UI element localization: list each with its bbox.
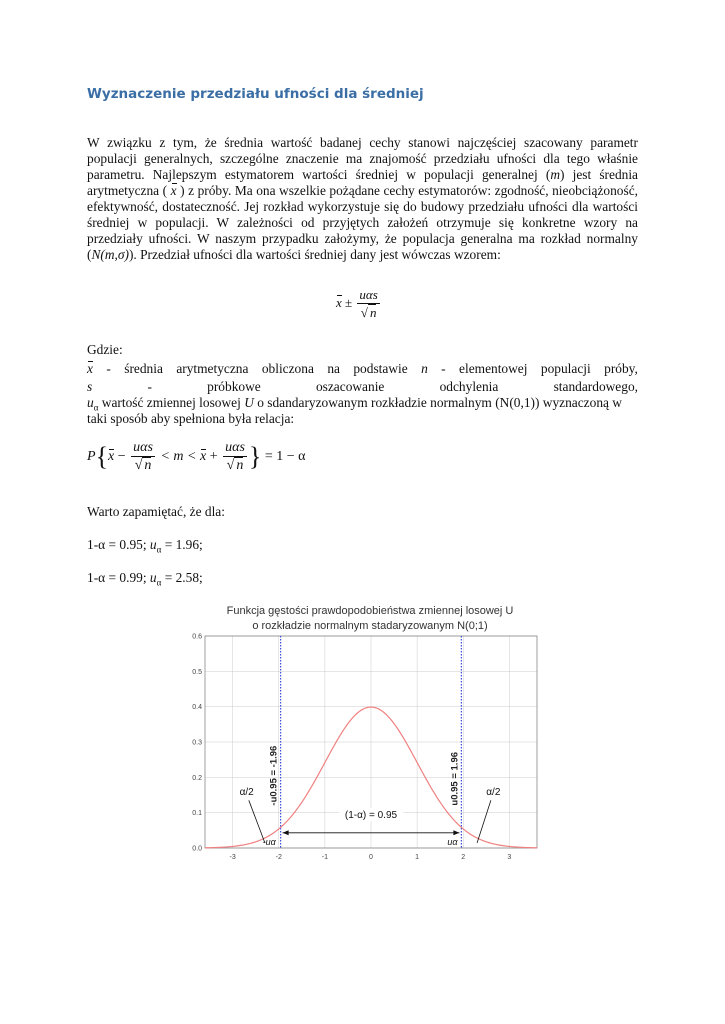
y-tick-label-4: 0.4 [192,704,202,712]
def-x-w7: - [441,361,446,376]
formula2-num2: uαs [225,440,245,455]
x-tick-label-0: -3 [229,854,236,861]
x-tick-label-6: 3 [507,854,512,861]
def-x-w2: arytmetyczna [176,361,249,376]
def-x-w5: podstawie [353,361,408,376]
gdzie-label: Gdzie: [87,342,123,357]
def-s-w2: próbkowe [207,379,261,394]
left-u-alpha-label: -uα [262,837,276,848]
formula2-fraction2 [223,440,247,474]
y-tick-label-6: 0.6 [192,633,202,641]
probability-relation-formula [87,440,306,474]
formula2-den1: √ n [134,458,152,473]
formula2-minus: − [117,449,126,465]
y-tick-label-2: 0.2 [192,774,202,782]
case2-sub: α [156,577,162,588]
symbol-m: m [550,167,560,182]
formula2-close-brace: } [248,442,262,471]
case1-u: u [149,537,157,552]
symbol-xbar: x [170,183,177,198]
formula1-sqrt-n: n [369,305,377,320]
def-x-w9: populacji [540,361,591,376]
case2-u: u [149,570,157,585]
def-u-sub: α [93,402,99,413]
chart-svg [180,600,545,870]
def-x-w1: średnia [124,361,163,376]
formula2-sqrt1: n [144,458,152,473]
definition-xbar [87,361,638,377]
right-vline-label: u0.95 = 1.96 [449,751,461,806]
def-x-w0: - [106,361,111,376]
x-tick-label-1: -2 [275,854,282,861]
def-x-w6: n [421,361,428,376]
x-tick-label-5: 2 [461,854,466,861]
def-u-var: U [244,395,254,410]
right-u-alpha-label: uα [447,837,458,848]
interval-arrow-left-head [283,830,289,835]
interval-arrow-right-head [453,830,459,835]
left-tail-label: α/2 [239,787,254,798]
formula2-sqrt2: n [236,458,244,473]
def-s-w4: odchylenia [439,379,499,394]
formula2-fraction1 [131,440,155,474]
x-tick-label-3: 0 [369,854,373,861]
def-x-w10: próby, [604,361,638,376]
def-u-text2: o sdandaryzowanym rozkładzie normalnym (N(0,1)) wyznaczoną w [253,395,622,410]
formula2-open-brace: { [95,442,109,471]
case-095 [87,537,203,555]
symbol-n-args: (m,σ) [100,247,129,262]
def-x-w4: na [327,361,340,376]
case1-rhs: = 1.96; [161,537,203,552]
y-tick-label-1: 0.1 [192,810,202,818]
x-tick-label-2: -1 [321,854,329,861]
y-tick-label-3: 0.3 [192,739,202,747]
formula2-xbar2: x [199,449,207,465]
intro-paragraph [87,135,638,263]
case2-lhs: 1-α = 0.99; [87,570,150,585]
right-tail-pointer [477,800,491,843]
formula1-numerator: uαs [359,287,378,302]
chart-ticks [192,634,511,862]
right-tail-label: α/2 [486,787,501,798]
def-u-text1: wartość zmiennej losowej [98,395,245,410]
def-s-w3: oszacowanie [315,379,385,394]
def-s-w5: standardowego, [553,379,638,394]
formula1-fraction [357,287,379,321]
x-tick-label-4: 1 [415,854,420,861]
intro-part1: W związku z tym, że średnia wartość badanej cechy stanowi najczęściej szacowany parametr populacji generalnych, szczególne znaczenie ma znajomość przedziału ufności dla tego właśnie parametru. Najlepszym estymatorem wartości średniej w populacji generalnej ( [87,135,638,182]
formula2-den2: √ n [226,458,244,473]
def-xbar-symbol: x [87,361,93,376]
chart-title-line2: o rozkładzie normalnym stadaryzowanym N(0;1) [252,620,488,632]
formula2-rhs: = 1 − α [264,449,306,465]
left-vline-label: -u0.95 = -1.96 [268,745,280,806]
interval-label: (1-α) = 0.95 [344,809,398,821]
formula2-num1: uαs [133,440,153,455]
intro-part3: ) z próby. Ma ona wszelkie pożądane cechy estymatorów: zgodność, nieobciążoność, efektywność, dostateczność. Jej rozkład wykorzystuje się do budowy przedziału ufności dla wartości średniej w populacji. W zależności od przyjętych założeń otrzymuje się konkretne wzory na przedziały ufności. W naszym przypadku założymy, że populacja generalna ma rozkład normalny ( [87,183,638,262]
def-s-w0: s [87,379,93,394]
formula1-denominator: √ n [360,305,377,320]
confidence-interval-formula [336,287,382,321]
def-x-w3: obliczona [261,361,314,376]
formula1-pm: ± [345,294,353,310]
formula2-xbar1: x [108,449,115,465]
symbol-n: N [91,247,101,262]
definition-u-line2: taki sposób aby spełniona była relacja: [87,411,295,426]
formula2-lt: < m < [160,449,197,465]
case1-sub: α [156,544,162,555]
case2-rhs: = 2.58; [161,570,203,585]
formula1-xbar: x [336,294,342,310]
chart-title-line1: Funkcja gęstości prawdopodobieństwa zmiennej losowej U [226,605,514,617]
case1-lhs: 1-α = 0.95; [87,537,150,552]
definition-s [87,379,638,395]
case-099 [87,570,203,588]
normal-distribution-chart [180,600,545,870]
y-tick-label-0: 0.0 [192,845,202,853]
formula2-p: P [87,449,96,465]
remember-text: Warto zapamiętać, że dla: [87,504,225,519]
section-heading: Wyznaczenie przedziału ufności dla średniej [87,86,424,102]
intro-part4: ). Przedział ufności dla wartości średniej dany jest wówczas wzorem: [128,247,501,262]
y-tick-label-5: 0.5 [192,668,202,676]
def-u-symbol: u [87,395,94,410]
intro-part2: ) jest średnia arytmetyczna ( [87,167,638,198]
def-x-w8: elementowej [459,361,528,376]
formula2-plus: + [209,449,218,465]
def-s-w1: - [147,379,152,394]
